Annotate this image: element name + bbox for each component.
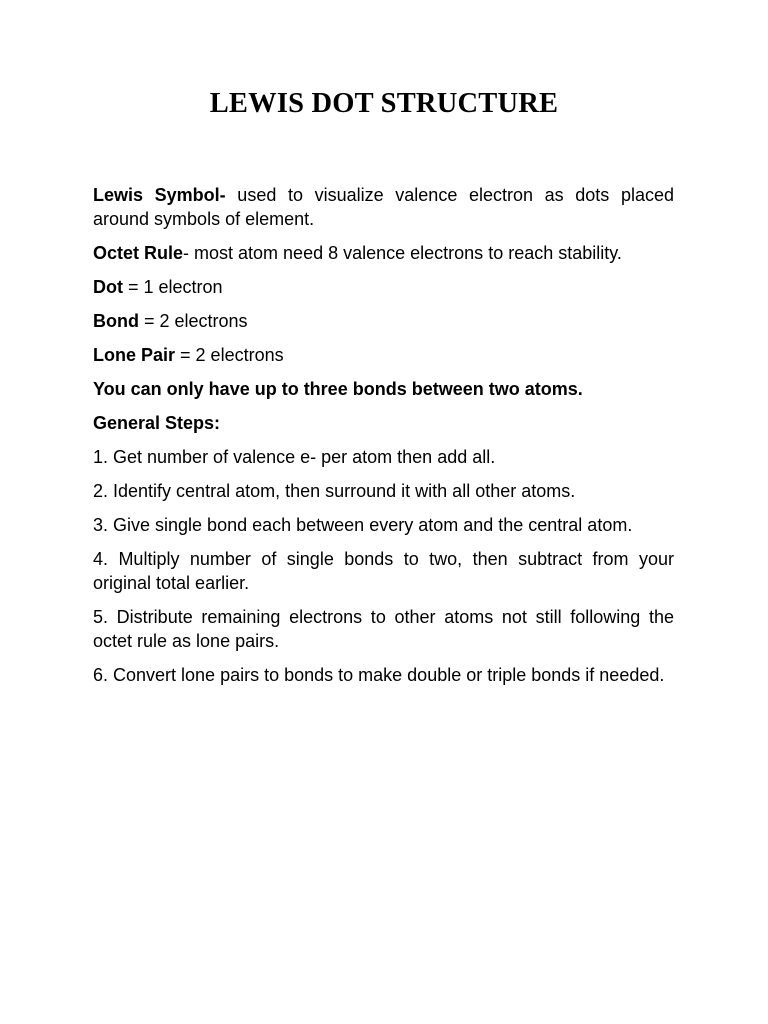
- page-title: LEWIS DOT STRUCTURE: [209, 88, 559, 119]
- step-item: 2. Identify central atom, then surround it with all other atoms.: [93, 481, 576, 501]
- step-item: 5. Distribute remaining electrons to other atoms not still following the octet rule as lone pairs.: [93, 607, 674, 651]
- definition-text: = 2 electrons: [175, 345, 284, 365]
- definition-octet-rule: [93, 241, 674, 265]
- definition-term: Octet Rule: [93, 243, 184, 263]
- document-body: [93, 183, 674, 697]
- definition-bond: [93, 309, 674, 333]
- definition-text: - most atom need 8 valence electrons to reach stability.: [183, 243, 622, 263]
- step-item: 1. Get number of valence e- per atom then add all.: [93, 447, 496, 467]
- definition-term: Lone Pair: [93, 345, 176, 365]
- rule-statement: You can only have up to three bonds between two atoms.: [93, 379, 583, 399]
- definition-lone-pair: [93, 343, 674, 367]
- definition-text: used to visualize valence electron as dots placed around symbols of element.: [93, 185, 674, 229]
- definition-text: = 1 electron: [123, 277, 223, 297]
- definition-lewis-symbol: [93, 183, 674, 231]
- definition-dot: [93, 275, 674, 299]
- step-item: 6. Convert lone pairs to bonds to make double or triple bonds if needed.: [93, 665, 665, 685]
- step-item: 4. Multiply number of single bonds to two, then subtract from your original total earlier.: [93, 549, 674, 593]
- definition-term: Dot: [93, 277, 123, 297]
- step-item: 3. Give single bond each between every atom and the central atom.: [93, 515, 633, 535]
- steps-heading: General Steps:: [93, 413, 221, 433]
- definition-text: = 2 electrons: [138, 311, 248, 331]
- definition-term: Bond: [93, 311, 139, 331]
- definition-term: Lewis Symbol-: [93, 185, 226, 205]
